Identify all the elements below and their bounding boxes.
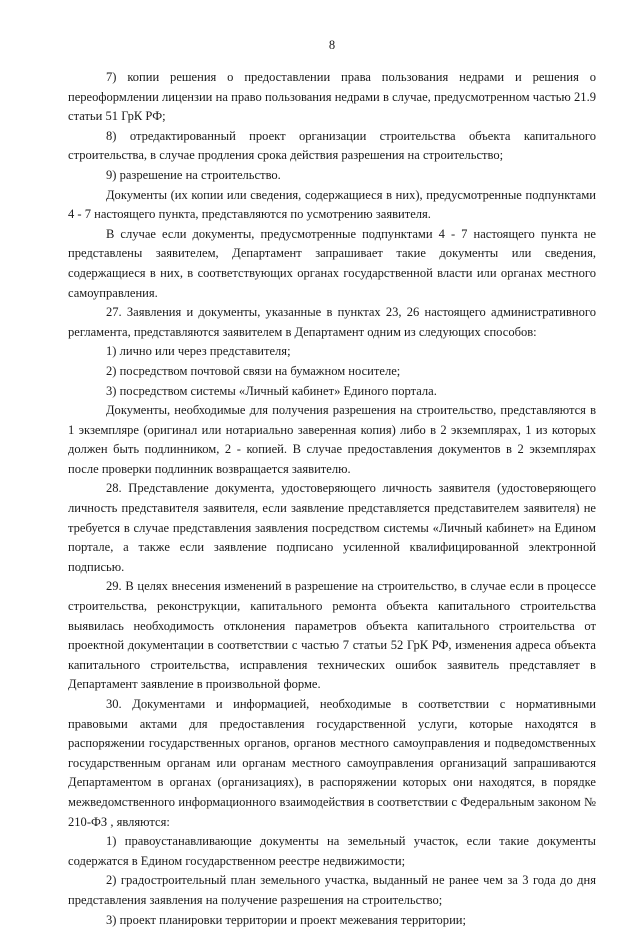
paragraph-clause-27: 27. Заявления и документы, указанные в пунктах 23, 26 настоящего административного регламента, представляются заявителем в Департамент одним из следующих способов: [68,305,596,339]
paragraph-optional-documents: Документы (их копии или сведения, содержащиеся в них), предусмотренные подпунктами 4 - 7 настоящего пункта, представляются по усмотрению заявителя. [68,187,596,222]
paragraph-department-request: В случае если документы, предусмотренные подпунктами 4 - 7 настоящего пункта не представлены заявителем, Департамент запрашивает такие документы или сведения, содержащиеся в них, в соответствующих органах государственной власти или органах местного самоуправления. [68,226,596,300]
paragraph-method-3: 3) посредством системы «Личный кабинет» Единого портала. [106,383,437,398]
paragraph-doc-3: 3) проект планировки территории и проект межевания территории; [106,912,466,927]
paragraph-item-7: 7) копии решения о предоставлении права пользования недрами и решения о переоформлении лицензии на право пользования недрами в случае, предусмотренном частью 21.9 статьи 51 ГрК РФ; [68,70,596,124]
paragraph-clause-28: 28. Представление документа, удостоверяющего личность заявителя (удостоверяющего личность представителя заявителя, если заявление представляется представителем заявителя) не требуется в случае представления заявления посредством системы «Личный кабинет» на Едином портале, а также если заявление подписано усиленной квалифицированной электронной подписью. [68,481,596,574]
paragraph-clause-30: 30. Документами и информацией, необходимые в соответствии с нормативными правовыми актами для предоставления государственной услуги, которые находятся в распоряжении государственных органов, органов местного самоуправления и подведомственных государственным органам или органам местного самоуправления организаций запрашиваются Департаментом в органах (организациях), в распоряжении которых они находятся, в порядке межведомственного информационного взаимодействия в соответствии с Федеральным законом № 210-ФЗ , являются: [68,697,596,829]
paragraph-doc-2: 2) градостроительный план земельного участка, выданный не ранее чем за 3 года до дня представления заявления на получение разрешения на строительство; [68,873,596,907]
document-page [68,36,596,930]
paragraph-copies: Документы, необходимые для получения разрешения на строительство, представляются в 1 экземпляре (оригинал или нотариально заверенная копия) либо в 2 экземплярах, 1 из которых должен быть подлинником, 2 - копией. В случае предоставления документов в 2 экземплярах после проверки подлинник возвращается заявителю. [68,403,596,476]
paragraph-doc-1: 1) правоустанавливающие документы на земельный участок, если такие документы содержатся в Едином государственном реестре недвижимости; [68,834,596,868]
paragraph-clause-29: 29. В целях внесения изменений в разрешение на строительство, в случае если в процессе строительства, реконструкции, капитального ремонта объекта капитального строительства выявилась необходимость отклонения параметров объекта капитального строительства от проектной документации в соответствии с частью 7 статьи 52 ГрК РФ, изменения адреса объекта капитального строительства, исправления технических ошибок заявитель представляет в Департамент заявление в произвольной форме. [68,579,596,692]
paragraph-item-8: 8) отредактированный проект организации строительства объекта капитального строительства, в случае продления срока действия разрешения на строительство; [68,128,596,163]
page-number: 8 [328,38,336,52]
paragraph-item-9: 9) разрешение на строительство. [106,167,281,182]
paragraph-method-2: 2) посредством почтовой связи на бумажном носителе; [106,363,401,378]
paragraph-method-1: 1) лично или через представителя; [106,344,291,359]
